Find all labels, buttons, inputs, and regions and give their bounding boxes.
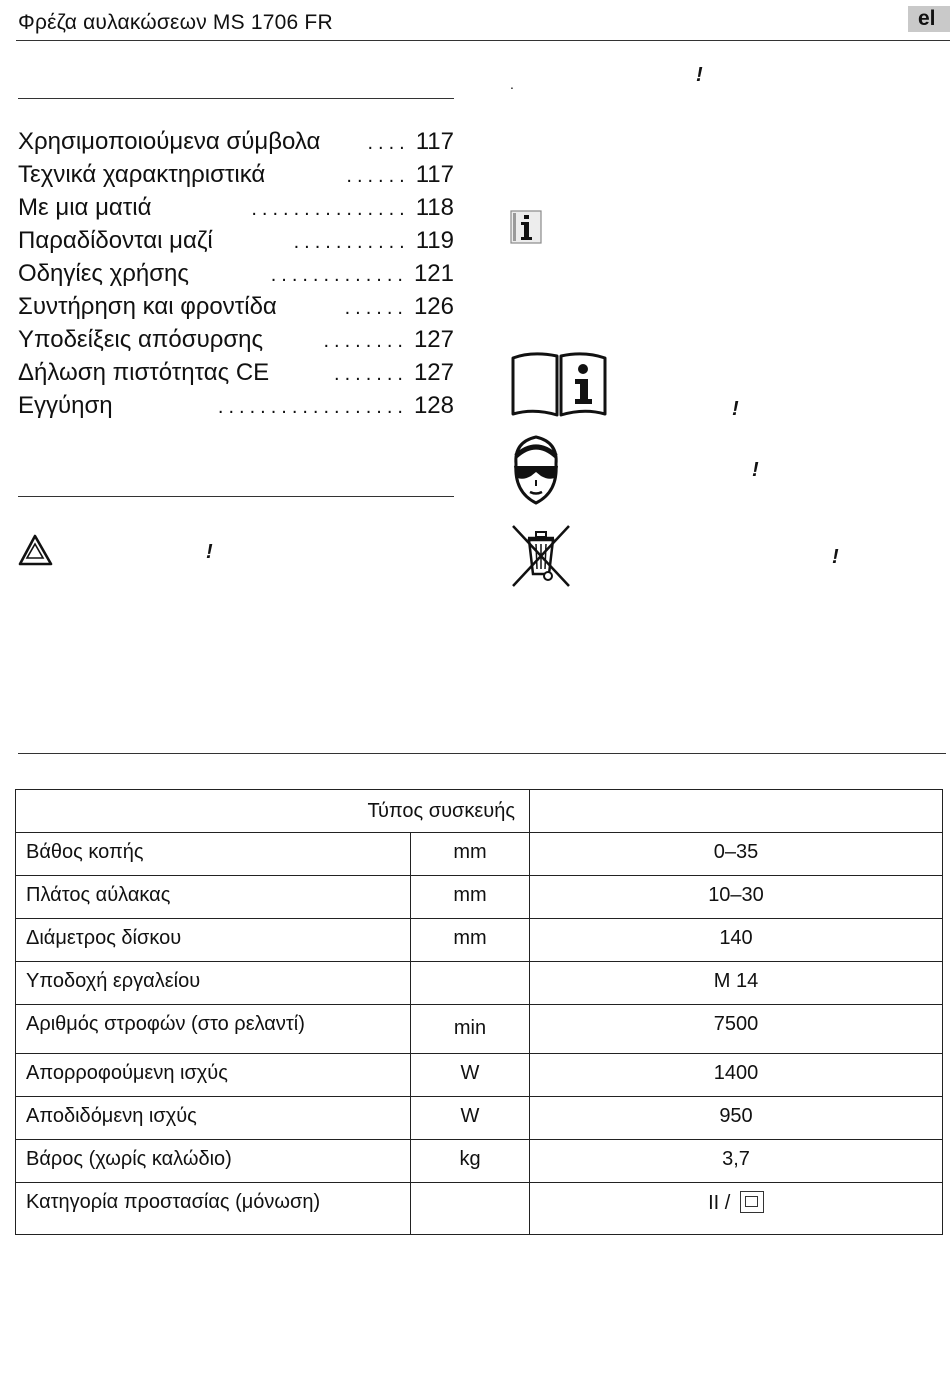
toc-entry-page: 118 [415, 194, 454, 221]
table-row [16, 962, 943, 1005]
toc-entry [18, 161, 454, 194]
spec-label: Πλάτος αύλακας [16, 876, 411, 919]
toc-entry [18, 227, 454, 260]
device-type-value [530, 790, 943, 833]
toc-entry-page: 126 [413, 293, 454, 320]
crossed-bin-icon [510, 524, 572, 588]
table-of-contents [18, 128, 454, 425]
toc-entry-title: Τεχνικά χαρακτηριστικά [18, 161, 266, 188]
toc-entry-dots: ........ [323, 330, 408, 352]
toc-entry-dots: ........... [293, 231, 410, 253]
spec-label: Αποδιδόμενη ισχύς [16, 1097, 411, 1140]
double-insulation-icon [740, 1191, 764, 1213]
table-row [16, 1183, 943, 1235]
toc-entry-dots: ...... [346, 165, 410, 187]
spec-unit: min [411, 1005, 530, 1054]
table-row [16, 1054, 943, 1097]
toc-entry [18, 194, 454, 227]
toc-entry [18, 359, 454, 392]
warning-exclamation: ! [206, 541, 213, 563]
spec-label: Υποδοχή εργαλείου [16, 962, 411, 1005]
spec-value: 3,7 [530, 1140, 943, 1183]
top-right-dot: . [510, 76, 514, 92]
spec-value: 10–30 [530, 876, 943, 919]
toc-entry-title: Δήλωση πιστότητας CE [18, 359, 270, 386]
toc-entry-dots: ............... [251, 198, 410, 220]
toc-entry-dots: ............. [270, 264, 408, 286]
spec-label: Βάρος (χωρίς καλώδιο) [16, 1140, 411, 1183]
spec-value: 1400 [530, 1054, 943, 1097]
spec-value: 140 [530, 919, 943, 962]
toc-entry-dots: .................. [217, 396, 408, 418]
spec-label: Κατηγορία προστασίας (μόνωση) [16, 1183, 411, 1235]
toc-entry-page: 121 [413, 260, 454, 287]
table-header-row [16, 790, 943, 833]
spec-unit: W [411, 1097, 530, 1140]
spec-label: Διάμετρος δίσκου [16, 919, 411, 962]
toc-entry-title: Εγγύηση [18, 392, 113, 419]
protection-class-cell [530, 1183, 943, 1235]
spec-value: 7500 [530, 1005, 943, 1054]
top-right-exclamation: ! [696, 64, 703, 86]
info-icon [510, 210, 542, 244]
toc-entry-dots: .... [367, 132, 410, 154]
toc-entry-dots: ...... [344, 297, 408, 319]
spec-unit: mm [411, 919, 530, 962]
warning-triangle-icon [18, 533, 54, 567]
page-header-title: Φρέζα αυλακώσεων MS 1706 FR [18, 11, 333, 34]
technical-specs-table [15, 789, 943, 1235]
toc-entry [18, 326, 454, 359]
table-row [16, 1140, 943, 1183]
toc-entry [18, 128, 454, 161]
spec-value: M 14 [530, 962, 943, 1005]
table-row [16, 1097, 943, 1140]
spec-unit: kg [411, 1140, 530, 1183]
device-type-label: Τύπος συσκευής [16, 790, 530, 833]
table-row [16, 919, 943, 962]
language-badge: el [908, 6, 950, 32]
spec-unit: W [411, 1054, 530, 1097]
disposal-exclamation: ! [832, 546, 839, 568]
toc-entry [18, 392, 454, 425]
toc-entry [18, 293, 454, 326]
spec-value: 950 [530, 1097, 943, 1140]
spec-unit: mm [411, 833, 530, 876]
spec-label: Βάθος κοπής [16, 833, 411, 876]
toc-entry-page: 117 [415, 128, 454, 155]
goggles-exclamation: ! [752, 459, 759, 481]
spec-unit: mm [411, 876, 530, 919]
table-row [16, 876, 943, 919]
toc-entry-dots: ....... [334, 363, 408, 385]
specs-divider [18, 753, 946, 754]
spec-unit [411, 962, 530, 1005]
safety-goggles-icon [510, 434, 562, 506]
header-divider [16, 40, 950, 41]
toc-entry-page: 128 [413, 392, 454, 419]
toc-entry [18, 260, 454, 293]
table-row [16, 833, 943, 876]
toc-top-divider [18, 98, 454, 99]
toc-entry-title: Συντήρηση και φροντίδα [18, 293, 277, 320]
read-manual-icon [510, 348, 608, 418]
spec-value: 0–35 [530, 833, 943, 876]
toc-entry-title: Οδηγίες χρήσης [18, 260, 189, 287]
spec-unit [411, 1183, 530, 1235]
toc-entry-page: 117 [415, 161, 454, 188]
toc-entry-title: Χρησιμοποιούμενα σύμβολα [18, 128, 321, 155]
toc-entry-title: Με μια ματιά [18, 194, 152, 221]
table-row [16, 1005, 943, 1054]
toc-entry-title: Υποδείξεις απόσυρσης [18, 326, 264, 353]
toc-entry-page: 127 [413, 359, 454, 386]
spec-label: Αριθμός στροφών (στο ρελαντί) [16, 1005, 411, 1054]
toc-entry-page: 119 [415, 227, 454, 254]
toc-entry-title: Παραδίδονται μαζί [18, 227, 213, 254]
symbols-divider [18, 496, 454, 497]
spec-label: Απορροφούμενη ισχύς [16, 1054, 411, 1097]
toc-entry-page: 127 [413, 326, 454, 353]
spec-value: II / [708, 1192, 731, 1214]
manual-exclamation: ! [732, 398, 739, 420]
